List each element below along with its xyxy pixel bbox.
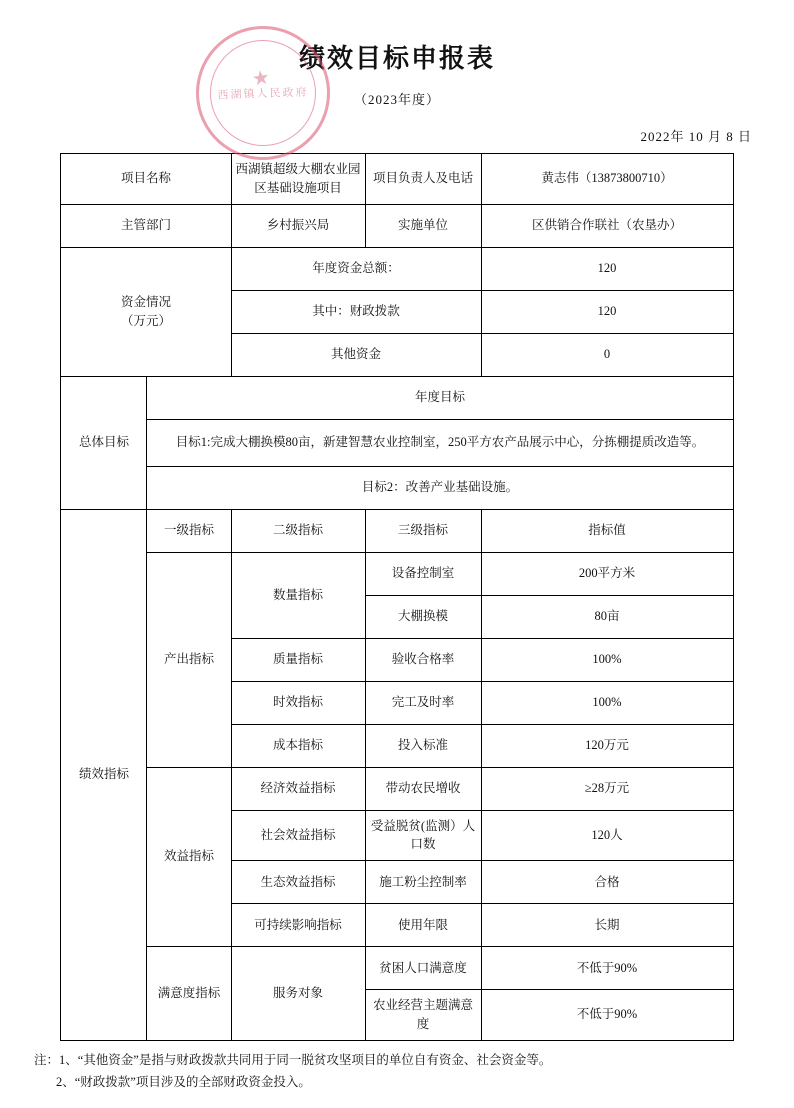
indicator-value: 120人	[481, 810, 733, 861]
indicator-level2: 质量指标	[231, 638, 365, 681]
indicator-level1: 产出指标	[147, 552, 231, 767]
column-header-level2: 二级指标	[231, 509, 365, 552]
performance-target-table	[60, 153, 733, 1041]
table-row-indicator	[61, 767, 733, 810]
annual-target-header: 年度目标	[147, 376, 733, 419]
footer-notes	[34, 1049, 734, 1094]
note-line-2: 2、“财政拨款”项目涉及的全部财政资金投入。	[56, 1075, 311, 1089]
indicator-level1: 效益指标	[147, 767, 231, 947]
table-row-project-name	[61, 154, 733, 205]
note-line-1: 注：1、“其他资金”是指与财政拨款共同用于同一脱贫攻坚项目的单位自有资金、社会资金等。	[34, 1052, 552, 1067]
table-row-department	[61, 204, 733, 247]
indicator-level2: 可持续影响指标	[231, 904, 365, 947]
table-row-indicator	[61, 947, 733, 990]
implementing-unit-value: 区供销合作联社（农垦办）	[481, 204, 733, 247]
column-header-value: 指标值	[481, 509, 733, 552]
table-row-funds	[61, 247, 733, 290]
project-owner-label: 项目负责人及电话	[365, 154, 481, 205]
indicator-level3: 完工及时率	[365, 681, 481, 724]
funds-row-value: 120	[481, 290, 733, 333]
column-header-level3: 三级指标	[365, 509, 481, 552]
indicator-level3: 大棚换模	[365, 595, 481, 638]
column-header-level1: 一级指标	[147, 509, 231, 552]
project-owner-value: 黄志伟（13873800710）	[481, 154, 733, 205]
performance-indicator-label: 绩效指标	[61, 509, 147, 1040]
indicator-value: 80亩	[481, 595, 733, 638]
seal-star-icon: ★	[250, 66, 272, 91]
indicator-level2: 生态效益指标	[231, 861, 365, 904]
indicator-value: 100%	[481, 681, 733, 724]
indicator-level2: 数量指标	[231, 552, 365, 638]
indicator-level2: 服务对象	[231, 947, 365, 1041]
indicator-value: 120万元	[481, 724, 733, 767]
funds-row-value: 120	[481, 247, 733, 290]
indicator-value: 100%	[481, 638, 733, 681]
indicator-level3: 施工粉尘控制率	[365, 861, 481, 904]
indicator-level3: 使用年限	[365, 904, 481, 947]
funds-label: 资金情况 （万元）	[61, 247, 231, 376]
project-name-value: 西湖镇超级大棚农业园区基础设施项目	[231, 154, 365, 205]
page-title: 绩效目标申报表	[298, 44, 495, 73]
indicator-level3: 贫困人口满意度	[365, 947, 481, 990]
indicator-level2: 时效指标	[231, 681, 365, 724]
table-mount	[0, 153, 794, 1041]
department-value: 乡村振兴局	[231, 204, 365, 247]
table-row-indicator	[61, 552, 733, 595]
indicator-value: 长期	[481, 904, 733, 947]
indicator-value: 不低于90%	[481, 990, 733, 1041]
department-label: 主管部门	[61, 204, 231, 247]
indicator-value: 合格	[481, 861, 733, 904]
table-row-goal-1	[61, 419, 733, 466]
indicator-level2: 成本指标	[231, 724, 365, 767]
document-date: 2022年 10 月 8 日	[640, 129, 752, 144]
project-name-label: 项目名称	[61, 154, 231, 205]
indicator-level2: 社会效益指标	[231, 810, 365, 861]
overall-goal-2: 目标2：改善产业基础设施。	[147, 466, 733, 509]
indicator-level3: 设备控制室	[365, 552, 481, 595]
indicator-level3: 投入标准	[365, 724, 481, 767]
funds-row-name: 其他资金	[231, 333, 481, 376]
indicator-value: ≥28万元	[481, 767, 733, 810]
indicator-level2: 经济效益指标	[231, 767, 365, 810]
overall-target-label: 总体目标	[61, 376, 147, 509]
page-subtitle: （2023年度）	[353, 92, 440, 107]
seal-text: 西湖镇人民政府	[217, 86, 309, 102]
indicator-level3: 农业经营主题满意度	[365, 990, 481, 1041]
funds-row-name: 年度资金总额：	[231, 247, 481, 290]
indicator-value: 不低于90%	[481, 947, 733, 990]
table-row-goal-2	[61, 466, 733, 509]
funds-row-value: 0	[481, 333, 733, 376]
implementing-unit-label: 实施单位	[365, 204, 481, 247]
indicator-value: 200平方米	[481, 552, 733, 595]
indicator-level1: 满意度指标	[147, 947, 231, 1041]
table-row-indicator-header	[61, 509, 733, 552]
funds-row-name: 其中：财政拨款	[231, 290, 481, 333]
overall-goal-1: 目标1:完成大棚换模80亩，新建智慧农业控制室，250平方农产品展示中心，分拣棚提质改造等。	[147, 419, 733, 466]
indicator-level3: 受益脱贫(监测）人口数	[365, 810, 481, 861]
indicator-level3: 带动农民增收	[365, 767, 481, 810]
table-row-overall-header	[61, 376, 733, 419]
indicator-level3: 验收合格率	[365, 638, 481, 681]
